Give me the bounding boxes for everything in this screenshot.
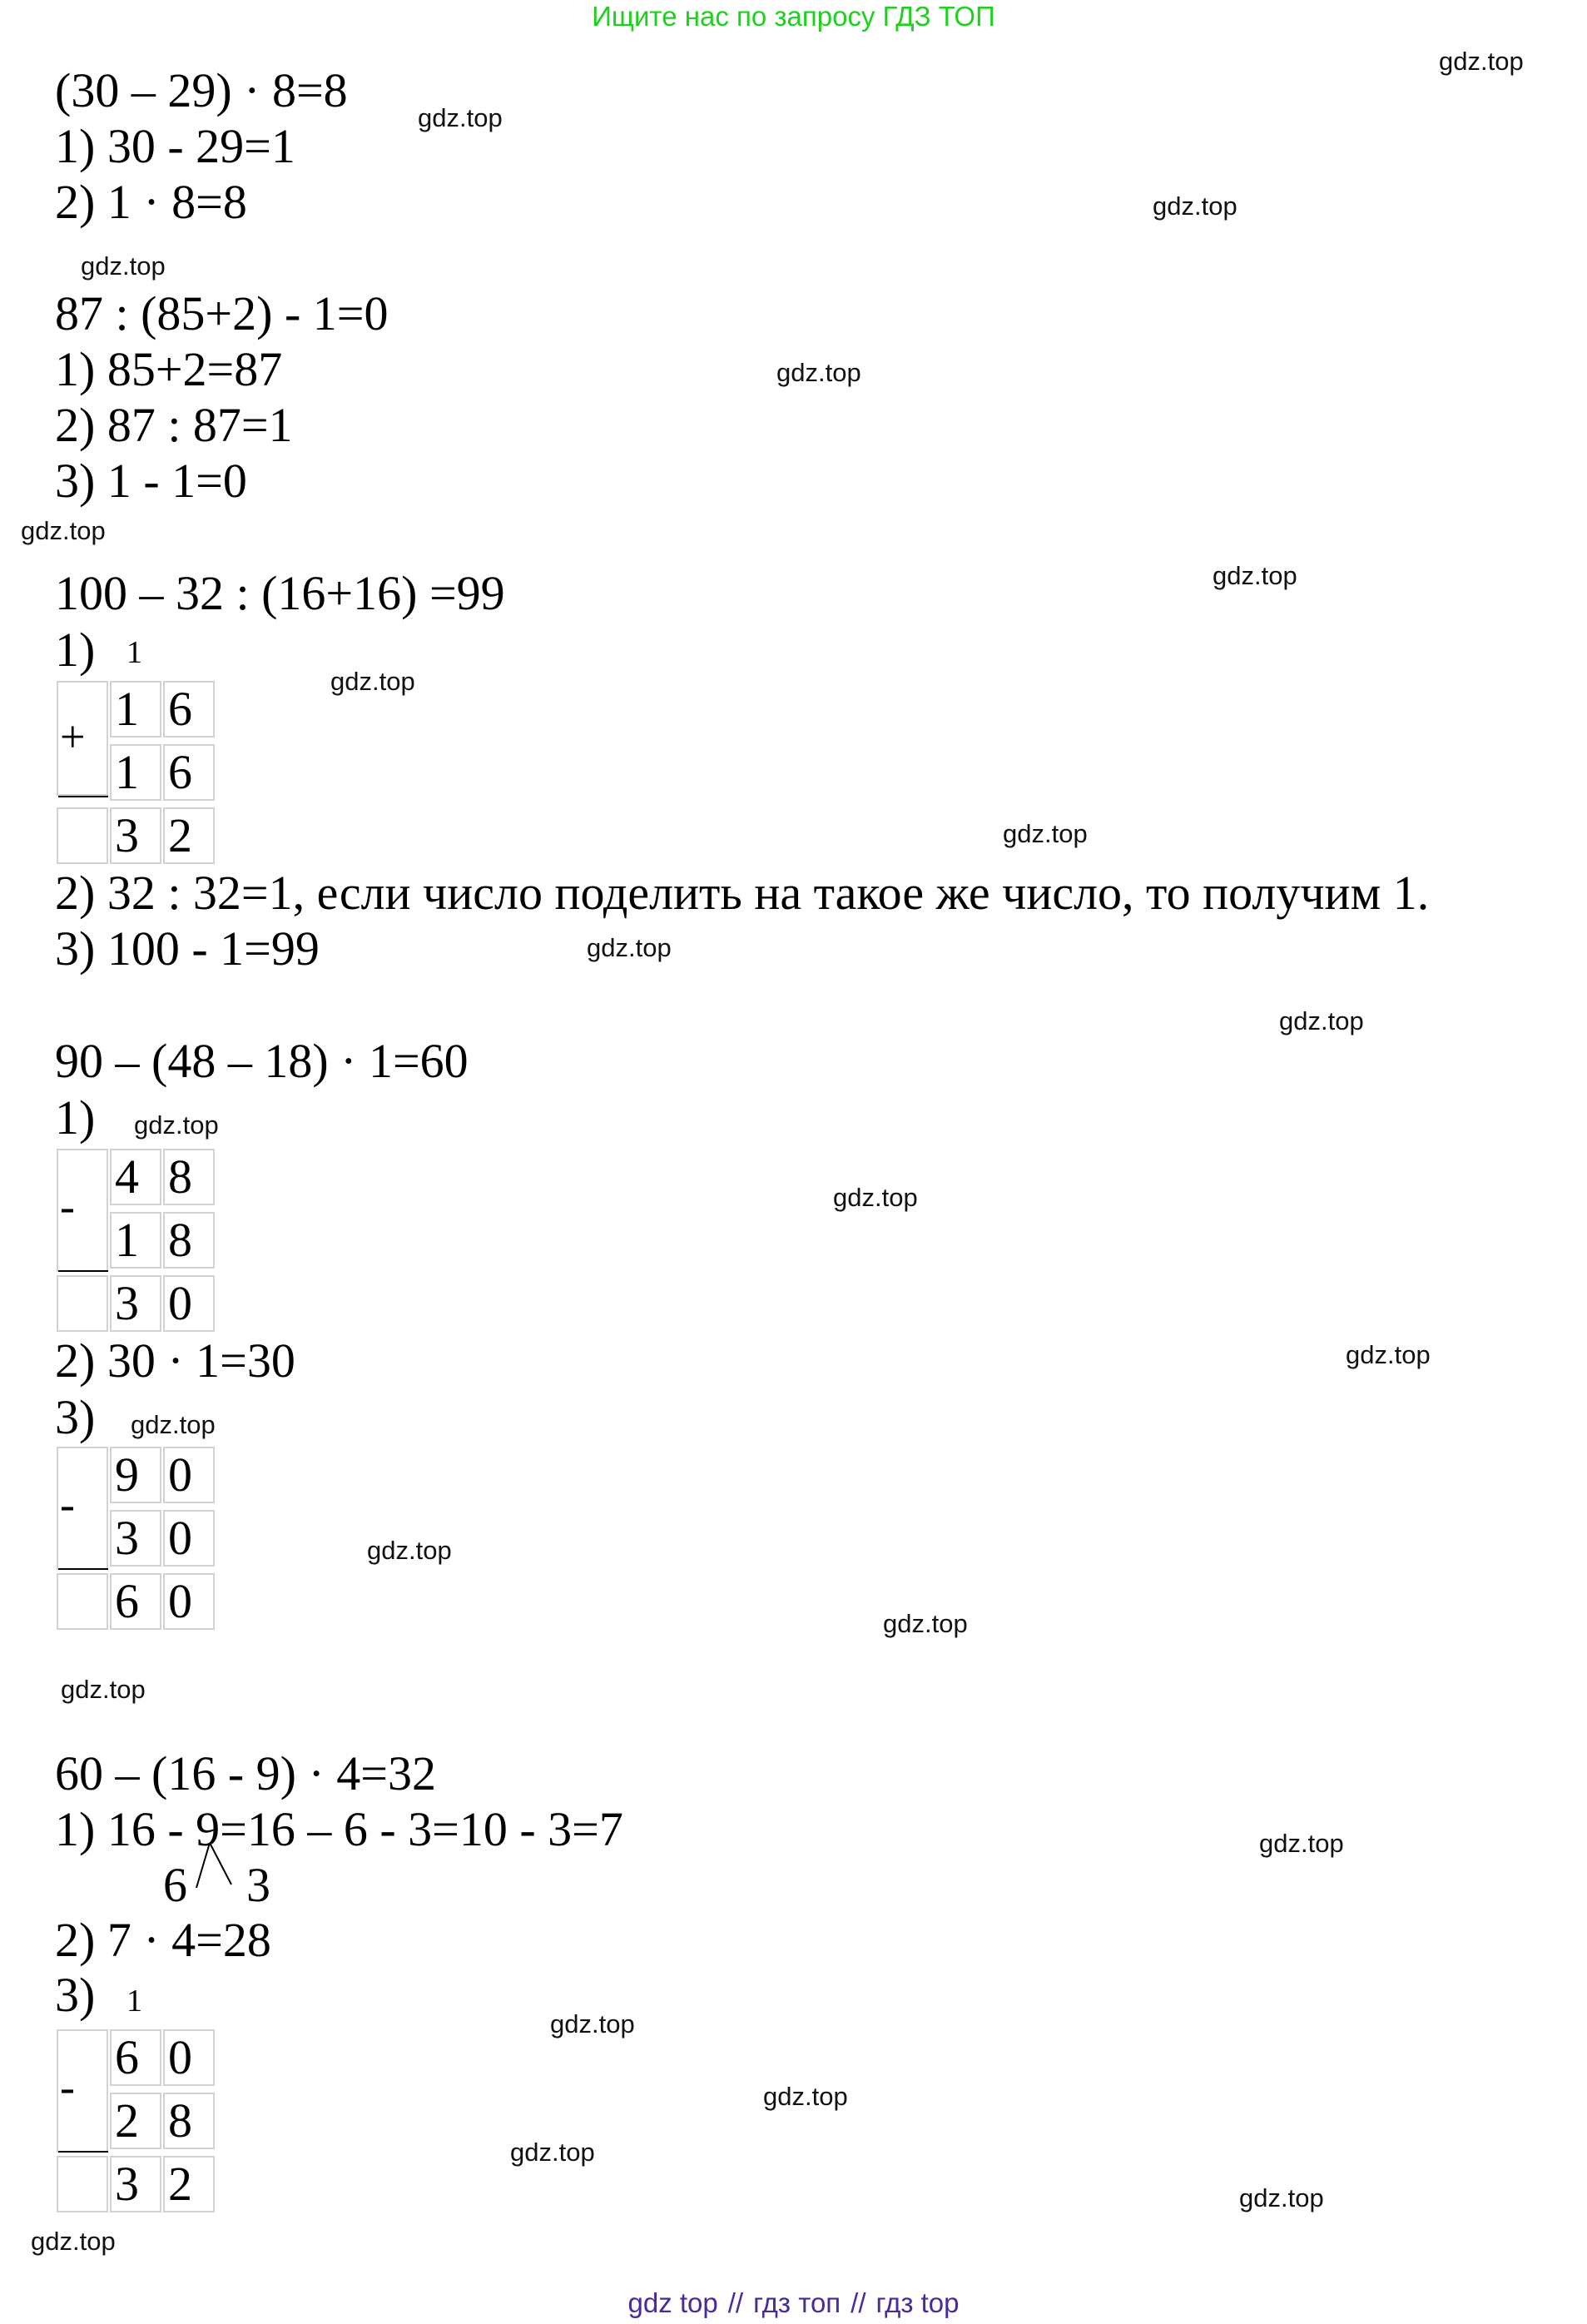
digit-cell: 6	[110, 1573, 161, 1630]
watermark: gdz.top	[367, 1536, 452, 1565]
digit-cell: 3	[110, 1275, 161, 1332]
watermark: gdz.top	[134, 1110, 219, 1140]
minus-sign: -	[60, 2062, 75, 2112]
plus-sign: +	[60, 712, 86, 762]
result-bar	[58, 2151, 108, 2153]
carry-digit: 1	[126, 1984, 142, 2019]
problem-1-step-2: 2) 1 · 8=8	[55, 175, 247, 229]
decomposition-part: 6	[163, 1858, 187, 1912]
result-bar	[58, 1270, 108, 1272]
minus-sign: -	[60, 1181, 75, 1231]
digit-cell: 8	[163, 1149, 215, 1205]
footer-link[interactable]: gdz top	[627, 2287, 718, 2318]
digit-cell: 6	[163, 681, 215, 737]
digit-cell: 8	[163, 2093, 215, 2149]
watermark: gdz.top	[883, 1609, 968, 1638]
footer-links	[0, 2287, 1587, 2319]
watermark: gdz.top	[1003, 819, 1088, 848]
watermark: gdz.top	[61, 1675, 146, 1704]
problem-5-step-3: 3)	[55, 1968, 96, 2022]
watermark: gdz.top	[1439, 47, 1524, 76]
digit-cell: 0	[163, 1275, 215, 1332]
operator-cell	[57, 1275, 108, 1332]
digit-cell: 2	[163, 2156, 215, 2212]
watermark: gdz.top	[1259, 1829, 1344, 1858]
problem-2-step-3: 3) 1 - 1=0	[55, 454, 247, 508]
operator-cell	[57, 2156, 108, 2212]
problem-4-expression: 90 – (48 – 18) · 1=60	[55, 1034, 469, 1088]
footer-link[interactable]: гдз top	[875, 2287, 960, 2318]
watermark: gdz.top	[1279, 1006, 1364, 1035]
digit-cell: 0	[163, 1510, 215, 1567]
problem-2-step-2: 2) 87 : 87=1	[55, 398, 293, 452]
digit-cell: 1	[110, 681, 161, 737]
digit-cell: 3	[110, 807, 161, 864]
digit-cell: 0	[163, 1447, 215, 1503]
problem-5-step-2: 2) 7 · 4=28	[55, 1913, 271, 1967]
digit-cell: 9	[110, 1447, 161, 1503]
problem-4-step-3: 3)	[55, 1390, 96, 1444]
problem-2-expression: 87 : (85+2) - 1=0	[55, 286, 389, 340]
problem-2-step-1: 1) 85+2=87	[55, 342, 283, 396]
problem-1-expression: (30 – 29) · 8=8	[55, 63, 348, 117]
operator-cell	[57, 1573, 108, 1630]
digit-cell: 3	[110, 2156, 161, 2212]
digit-cell: 2	[163, 807, 215, 864]
digit-cell: 6	[110, 2029, 161, 2086]
problem-3-step-2: 2) 32 : 32=1, если число поделить на такое же число, то получим 1.	[55, 866, 1430, 920]
problem-3-step-1: 1)	[55, 623, 96, 677]
digit-cell: 0	[163, 1573, 215, 1630]
digit-cell: 0	[163, 2029, 215, 2086]
problem-5-expression: 60 – (16 - 9) · 4=32	[55, 1746, 436, 1800]
watermark: gdz.top	[510, 2138, 595, 2167]
digit-cell: 3	[110, 1510, 161, 1567]
watermark: gdz.top	[418, 103, 503, 132]
watermark: gdz.top	[21, 516, 106, 545]
watermark: gdz.top	[81, 251, 166, 281]
problem-5-step-1: 1) 16 - 9=16 – 6 - 3=10 - 3=7	[55, 1802, 623, 1856]
minus-sign: -	[60, 1479, 75, 1529]
operator-cell	[57, 807, 108, 864]
problem-1-step-1: 1) 30 - 29=1	[55, 119, 295, 173]
digit-cell: 1	[110, 744, 161, 801]
watermark: gdz.top	[1239, 2183, 1324, 2212]
decomposition-branches	[191, 1843, 241, 1896]
watermark: gdz.top	[330, 667, 415, 696]
watermark: gdz.top	[776, 358, 861, 387]
problem-4-step-2: 2) 30 · 1=30	[55, 1333, 295, 1388]
watermark: gdz.top	[550, 2009, 635, 2038]
search-banner[interactable]: Ищите нас по запросу ГДЗ ТОП	[592, 1, 995, 32]
footer-separator: //	[727, 2287, 744, 2318]
problem-3-step-3: 3) 100 - 1=99	[55, 921, 320, 976]
digit-cell: 2	[110, 2093, 161, 2149]
watermark: gdz.top	[587, 933, 672, 962]
watermark: gdz.top	[763, 2082, 848, 2111]
problem-4-step-1: 1)	[55, 1090, 96, 1145]
watermark: gdz.top	[833, 1183, 918, 1212]
watermark: gdz.top	[131, 1410, 216, 1439]
problem-3-expression: 100 – 32 : (16+16) =99	[55, 566, 505, 620]
watermark: gdz.top	[31, 2227, 116, 2256]
digit-cell: 1	[110, 1212, 161, 1269]
digit-cell: 4	[110, 1149, 161, 1205]
footer-separator: //	[851, 2287, 866, 2318]
result-bar	[58, 796, 108, 797]
watermark: gdz.top	[1346, 1340, 1431, 1369]
result-bar	[58, 1568, 108, 1570]
digit-cell: 8	[163, 1212, 215, 1269]
footer-link[interactable]: гдз топ	[753, 2287, 841, 2318]
watermark: gdz.top	[1153, 191, 1237, 221]
watermark: gdz.top	[1213, 561, 1297, 590]
decomposition-part: 3	[246, 1858, 270, 1912]
digit-cell: 6	[163, 744, 215, 801]
carry-digit: 1	[126, 635, 142, 670]
